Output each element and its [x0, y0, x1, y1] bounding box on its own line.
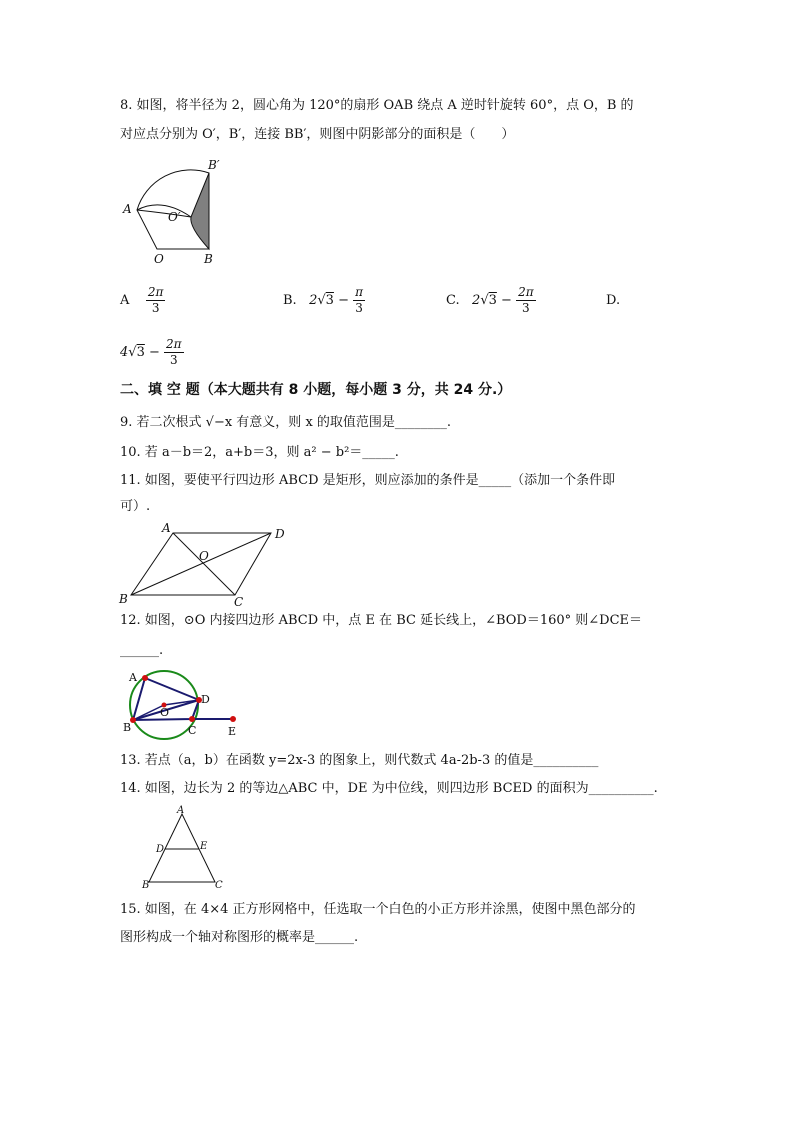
section-heading: 二、填 空 题（本大题共有 8 小题，每小题 3 分，共 24 分.） — [120, 382, 512, 398]
q8-option-a-num: 2π — [147, 285, 164, 299]
q11-label-c: C — [234, 595, 244, 609]
q8-option-d-den: 3 — [169, 353, 178, 367]
q12-label-d: D — [201, 693, 210, 706]
q8-label-o-prime: O′ — [168, 210, 181, 224]
q8-option-d-root: 3 — [136, 345, 145, 360]
q8-option-b-sqrt-icon: √ — [317, 293, 326, 308]
q11-label-o: O — [199, 549, 209, 563]
q8-option-a[interactable] — [120, 285, 165, 316]
q8-option-b-fraction — [353, 285, 365, 316]
q8-option-c-num: 2π — [518, 285, 534, 299]
q8-option-d-letter[interactable]: D. — [606, 293, 621, 308]
q14-line1: 14. 如图，边长为 2 的等边△ABC 中，DE 为中位线，则四边形 BCED 的面积为__________. — [120, 781, 658, 796]
q8-option-b[interactable] — [283, 285, 365, 316]
q12-label-e: E — [228, 725, 237, 738]
q12-label-o: O — [160, 706, 170, 719]
q11-label-b: B — [119, 592, 128, 606]
q12-label-b: B — [123, 721, 132, 734]
q11-figure — [118, 520, 293, 610]
q8-option-d-sqrt-icon: √ — [128, 345, 137, 360]
q8-option-b-den: 3 — [355, 301, 363, 315]
q14-figure — [140, 804, 225, 892]
q12-line1: 12. 如图，⊙O 内接四边形 ABCD 中，点 E 在 BC 延长线上，∠BOD＝160° 则∠DCE＝ — [120, 613, 643, 628]
q8-option-d-minus: − — [149, 345, 160, 360]
q14-label-a: A — [177, 805, 185, 816]
q8-label-a: A — [123, 202, 132, 216]
q8-option-a-den: 3 — [151, 301, 160, 315]
q8-option-c-sqrt-icon: √ — [480, 293, 489, 308]
q8-option-b-letter: B. — [283, 293, 297, 308]
q15-line2: 图形构成一个轴对称图形的概率是______. — [120, 930, 359, 945]
q8-label-o: O — [154, 252, 164, 266]
q8-figure — [120, 155, 230, 270]
q8-option-c-minus: − — [501, 293, 512, 308]
q8-option-d-fraction — [164, 337, 184, 368]
q12-label-a: A — [129, 671, 137, 684]
q11-label-d: D — [275, 527, 285, 541]
q14-label-e: E — [200, 841, 208, 852]
q15-line1: 15. 如图，在 4×4 正方形网格中，任选取一个白色的小正方形并涂黑，使图中黑色部分的 — [120, 902, 636, 917]
q14-label-d: D — [156, 844, 165, 855]
q8-option-c-letter: C. — [446, 293, 460, 308]
q8-option-b-minus: − — [338, 293, 349, 308]
q14-label-b: B — [142, 880, 150, 891]
q13-text: 13. 若点（a，b）在函数 y=2x-3 的图象上，则代数式 4a-2b-3 的值是__________ — [120, 753, 599, 768]
q8-option-d-prefix: 4 — [120, 345, 129, 360]
q14-label-c: C — [215, 880, 223, 891]
q8-option-c-fraction — [516, 285, 536, 316]
q11-line1: 11. 如图，要使平行四边形 ABCD 是矩形，则应添加的条件是_____（添加一个条件即 — [120, 473, 616, 488]
q8-label-b: B — [204, 252, 213, 266]
q8-line1: 8. 如图，将半径为 2，圆心角为 120°的扇形 OAB 绕点 A 逆时针旋转 60°，点 O，B 的 — [120, 98, 634, 113]
q11-label-a: A — [162, 521, 171, 535]
q8-option-a-fraction — [146, 285, 166, 316]
q8-option-c-root: 3 — [488, 293, 497, 308]
q8-label-b-prime: B′ — [208, 158, 220, 172]
q8-option-b-root: 3 — [325, 293, 334, 308]
q8-option-d[interactable] — [120, 337, 184, 368]
q10-text: 10. 若 a－b＝2，a+b＝3，则 a² − b²＝_____. — [120, 445, 399, 460]
q8-option-b-num: π — [355, 285, 364, 299]
q8-option-c[interactable] — [446, 285, 536, 316]
q8-option-b-prefix: 2 — [309, 293, 318, 308]
q12-figure — [120, 668, 245, 736]
q11-line2: 可）. — [120, 499, 151, 514]
q9-text: 9. 若二次根式 √−x 有意义，则 x 的取值范围是________. — [120, 415, 452, 430]
q12-label-c: C — [188, 724, 197, 737]
q8-option-c-prefix: 2 — [472, 293, 481, 308]
q12-line2: ______. — [120, 643, 164, 658]
q8-option-d-num: 2π — [166, 337, 182, 351]
q8-line2: 对应点分别为 O′，B′，连接 BB′，则图中阴影部分的面积是（ ） — [120, 127, 515, 142]
q8-option-c-den: 3 — [522, 301, 530, 315]
q8-option-a-letter: A — [120, 293, 130, 308]
